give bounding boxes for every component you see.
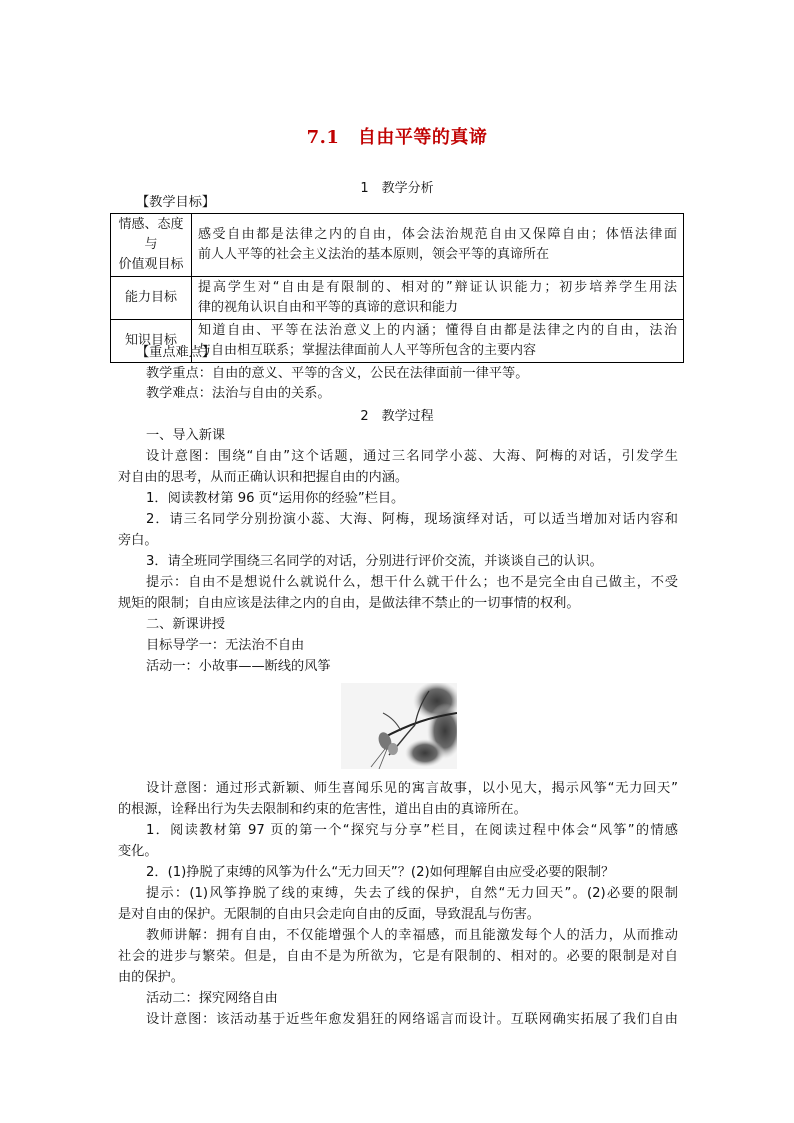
text-line: 教师讲解：拥有自由，不仅能增强个人的幸福感，而且能激发每个人的活力，从而推动 <box>146 928 678 943</box>
text-line: 目标导学一：无法治不自由 <box>146 638 305 653</box>
text-line: 活动一：小故事——断线的风筝 <box>146 659 331 674</box>
text-line: 1．阅读教材第 96 页“运用你的经验”栏目。 <box>146 491 405 506</box>
text-line: 社会的进步与繁荣。但是，自由不是为所欲为，它是有限制的、相对的。必要的限制是对自 <box>118 949 678 964</box>
text-line: 由的保护。 <box>118 970 184 985</box>
text-line: 对自由的思考，从而正确认识和把握自由的内涵。 <box>118 470 409 485</box>
text-line: 是对自由的保护。无限制的自由只会走向自由的反面，导致混乱与伤害。 <box>118 907 540 922</box>
text-line: 2．(1)挣脱了束缚的风筝为什么“无力回天”？(2)如何理解自由应受必要的限制？ <box>146 865 615 880</box>
text-line: 活动二：探究网络自由 <box>146 991 278 1006</box>
section-heading-analysis: 1 教学分析 <box>360 181 434 196</box>
text-line: 1．阅读教材第 97 页的第一个“探究与分享”栏目，在阅读过程中体会“风筝”的情感 <box>146 823 678 838</box>
goal-label: 情感、态度与 价值观目标 <box>111 214 192 277</box>
key-heading: 【重点难点】 <box>136 345 216 360</box>
text-line: 提示：自由不是想说什么就说什么，想干什么就干什么；也不是完全由自己做主，不受 <box>146 575 678 590</box>
goal-text: 提高学生对“自由是有限制的、相对的”辩证认识能力；初步培养学生用法 律的视角认识自由和平等的真谛的意识和能力 <box>192 277 684 320</box>
page-title: 7.1 自由平等的真谛 <box>306 127 488 148</box>
text-line: 二、新课讲授 <box>146 617 226 632</box>
difficult-point: 教学难点：法治与自由的关系。 <box>146 386 331 401</box>
key-point: 教学重点：自由的意义、平等的含义，公民在法律面前一律平等。 <box>146 366 529 381</box>
text-line: 变化。 <box>118 844 158 859</box>
goal-text: 感受自由都是法律之内的自由，体会法治规范自由又保障自由；体悟法律面 前人人平等的社会主义法治的基本原则，领会平等的真谛所在 <box>192 214 684 277</box>
text-line: 设计意图：围绕“自由”这个话题，通过三名同学小蕊、大海、阿梅的对话，引发学生 <box>146 449 678 464</box>
text-line: 设计意图：通过形式新颖、师生喜闻乐见的寓言故事，以小见大，揭示风筝“无力回天” <box>146 781 678 796</box>
text-line: 2．请三名同学分别扮演小蕊、大海、阿梅，现场演绎对话，可以适当增加对话内容和 <box>146 512 678 527</box>
table-row <box>111 277 684 320</box>
section-heading-process: 2 教学过程 <box>360 409 434 424</box>
table-row <box>111 214 684 277</box>
goals-heading: 【教学目标】 <box>136 195 216 210</box>
text-line: 提示：(1)风筝挣脱了线的束缚，失去了线的保护，自然“无力回天”。(2)必要的限制 <box>146 886 678 901</box>
text-line: 的根源，诠释出行为失去限制和约束的危害性，道出自由的真谛所在。 <box>118 802 527 817</box>
goal-text: 知道自由、平等在法治意义上的内涵；懂得自由都是法律之内的自由，法治 与自由相互联系；掌握法律面前人人平等所包含的主要内容 <box>192 320 684 363</box>
goal-label: 能力目标 <box>111 277 192 320</box>
kite-photo <box>341 683 457 769</box>
text-line: 规矩的限制；自由应该是法律之内的自由，是做法律不禁止的一切事情的权利。 <box>118 596 580 611</box>
goal-label: 知识目标 <box>111 320 192 363</box>
text-line: 设计意图：该活动基于近些年愈发猖狂的网络谣言而设计。互联网确实拓展了我们自由 <box>146 1012 678 1027</box>
text-line: 旁白。 <box>118 533 158 548</box>
goals-table <box>110 213 684 363</box>
text-line: 一、导入新课 <box>146 428 226 443</box>
text-line: 3．请全班同学围绕三名同学的对话，分别进行评价交流，并谈谈自己的认识。 <box>146 554 603 569</box>
